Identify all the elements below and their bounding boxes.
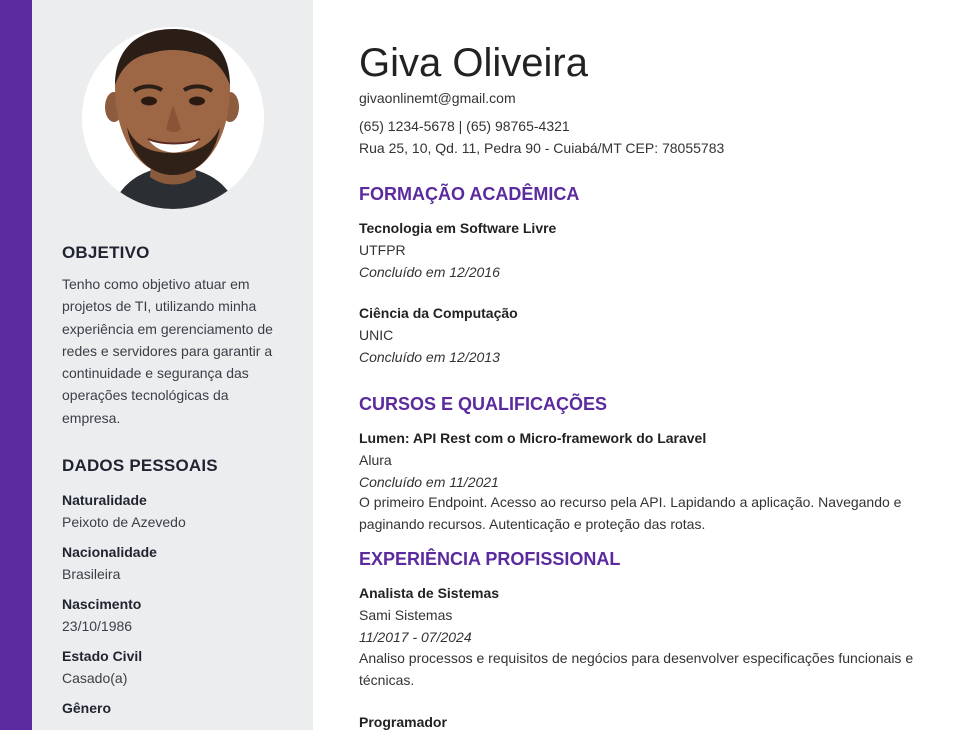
experience-role: Programador xyxy=(359,714,447,730)
experience-title: EXPERIÊNCIA PROFISSIONAL xyxy=(359,549,621,569)
field-value-naturalidade: Peixoto de Azevedo xyxy=(62,514,186,530)
field-label-estado-civil: Estado Civil xyxy=(62,648,143,664)
experience-company: Sami Sistemas xyxy=(359,607,453,623)
objective-section xyxy=(62,243,277,429)
education-status: Concluído em 12/2013 xyxy=(359,349,500,365)
field-label-nacionalidade: Nacionalidade xyxy=(62,544,157,560)
avatar-photo xyxy=(82,27,264,209)
courses-title: CURSOS E QUALIFICAÇÕES xyxy=(359,394,608,414)
sidebar xyxy=(32,0,313,730)
course-status: Concluído em 11/2021 xyxy=(359,474,499,490)
personal-title: DADOS PESSOAIS xyxy=(62,456,218,475)
education-title: FORMAÇÃO ACADÊMICA xyxy=(359,184,580,204)
course-provider: Alura xyxy=(359,452,392,468)
personal-section xyxy=(62,456,277,728)
field-label-naturalidade: Naturalidade xyxy=(62,492,147,508)
objective-text: Tenho como objetivo atuar em projetos de TI, utilizando minha experiência em gerenciamento de redes e servidores para garantir a continuidade e segurança das operações tecnológicas da empresa. xyxy=(62,276,273,426)
field-value-estado-civil: Casado(a) xyxy=(62,670,128,686)
field-label-genero: Gênero xyxy=(62,700,112,716)
person-name: Giva Oliveira xyxy=(359,41,588,85)
field-label-nascimento: Nascimento xyxy=(62,596,142,612)
email: givaonlinemt@gmail.com xyxy=(359,90,516,106)
avatar xyxy=(82,27,264,209)
course-description: O primeiro Endpoint. Acesso ao recurso pela API. Lapidando a aplicação. Navegando e paginando recursos. Autenticação e proteção das rotas. xyxy=(359,494,902,532)
experience-role: Analista de Sistemas xyxy=(359,585,500,601)
field-value-nascimento: 23/10/1986 xyxy=(62,618,133,634)
accent-bar xyxy=(0,0,32,730)
education-institution: UNIC xyxy=(359,327,394,343)
address: Rua 25, 10, Qd. 11, Pedra 90 - Cuiabá/MT CEP: 78055783 xyxy=(359,140,725,156)
phones: (65) 1234-5678 | (65) 98765-4321 xyxy=(359,118,570,134)
education-course: Ciência da Computação xyxy=(359,305,518,321)
field-value-nacionalidade: Brasileira xyxy=(62,566,121,582)
education-status: Concluído em 12/2016 xyxy=(359,264,500,280)
education-course: Tecnologia em Software Livre xyxy=(359,220,557,236)
course-name: Lumen: API Rest com o Micro-framework do Laravel xyxy=(359,430,707,446)
education-institution: UTFPR xyxy=(359,242,406,258)
objective-title: OBJETIVO xyxy=(62,243,150,262)
experience-description: Analiso processos e requisitos de negócios para desenvolver especificações funcionais e técnicas. xyxy=(359,650,914,688)
experience-period: 11/2017 - 07/2024 xyxy=(359,629,472,645)
